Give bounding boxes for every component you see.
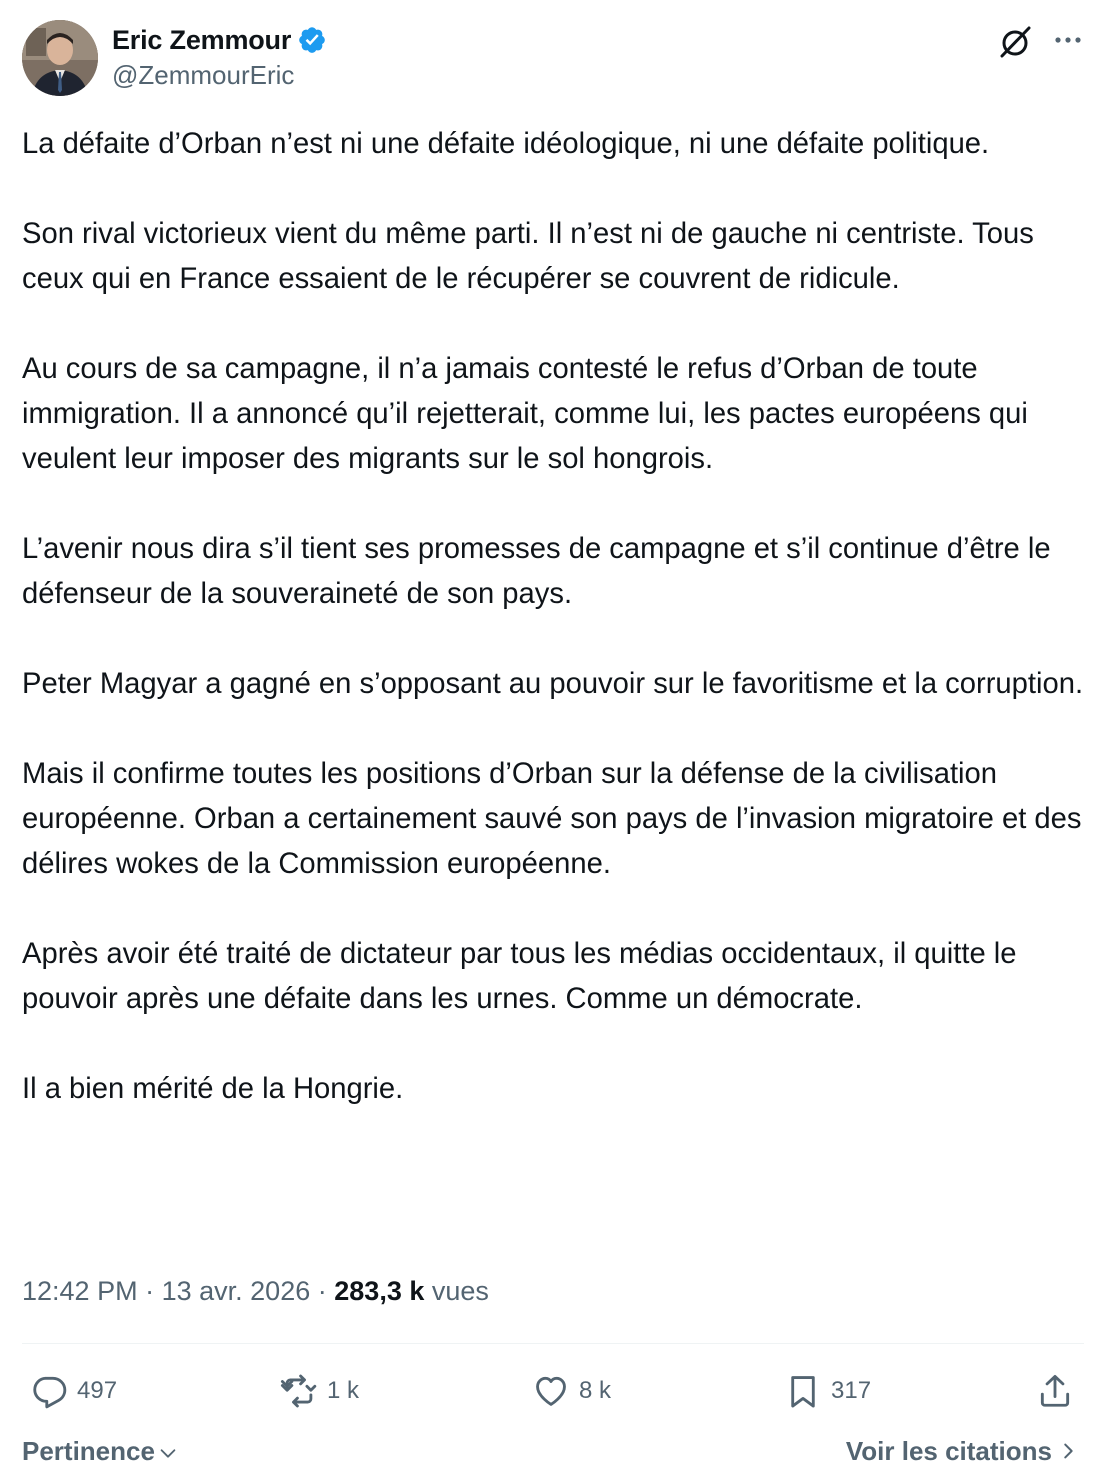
post-metadata [22, 1276, 489, 1307]
reply-icon [30, 1372, 68, 1410]
reply-button[interactable] [30, 1360, 117, 1422]
avatar[interactable] [22, 20, 98, 96]
reply-count: 497 [77, 1377, 118, 1404]
like-button[interactable] [532, 1360, 611, 1422]
post-paragraph: Son rival victorieux vient du même parti. Il n’est ni de gauche ni centriste. Tous ceux qui en France essaient de le récupérer se couvrent de ridicule. [22, 218, 1034, 295]
chevron-down-icon [157, 1442, 179, 1464]
meta-separator: · [317, 1276, 327, 1306]
sort-replies-button[interactable] [22, 1428, 179, 1474]
share-icon [1036, 1372, 1074, 1410]
action-bar [0, 1360, 1100, 1422]
grok-icon[interactable] [996, 22, 1036, 62]
post-text [22, 122, 1086, 1112]
like-count: 8 k [579, 1377, 612, 1404]
repost-count: 1 k [327, 1377, 360, 1404]
post-paragraph: Après avoir été traité de dictateur par tous les médias occidentaux, il quitte le pouvoir après une défaite dans les urnes. Comme un démocrate. [22, 938, 1017, 1015]
author-handle[interactable]: @ZemmourEric [112, 60, 295, 90]
display-name-row [112, 22, 327, 58]
post-paragraph: Peter Magyar a gagné en s’opposant au pouvoir sur le favoritisme et la corruption. [22, 668, 1084, 700]
bookmark-count: 317 [831, 1377, 872, 1404]
post-paragraph: Au cours de sa campagne, il n’a jamais contesté le refus d’Orban de toute immigration. Il a annoncé qu’il rejetterait, comme lui, les pactes européens qui veulent leur imposer des migrants sur le sol hongrois. [22, 353, 1028, 475]
author-display-name[interactable]: Eric Zemmour [112, 24, 292, 55]
bookmark-button[interactable] [784, 1360, 871, 1422]
sort-label: Pertinence [22, 1435, 155, 1466]
post-date[interactable]: 13 avr. 2026 [161, 1276, 311, 1306]
heart-icon [532, 1372, 570, 1410]
post-paragraph: Mais il confirme toutes les positions d’Orban sur la défense de la civilisation européenne. Orban a certainement sauvé son pays de l’invasion migratoire et des délires wokes de la Commission européenne. [22, 758, 1082, 880]
verified-badge-icon[interactable] [297, 25, 327, 55]
post-paragraph: La défaite d’Orban n’est ni une défaite idéologique, ni une défaite politique. [22, 128, 990, 160]
repost-icon [280, 1372, 318, 1410]
post-time[interactable]: 12:42 PM [22, 1276, 138, 1306]
bookmark-icon [784, 1372, 822, 1410]
post-paragraph: L’avenir nous dira s’il tient ses promesses de campagne et s’il continue d’être le défenseur de la souveraineté de son pays. [22, 533, 1051, 610]
views-label: vues [431, 1276, 489, 1306]
more-options-icon[interactable] [1048, 22, 1088, 62]
view-quotes-link[interactable] [846, 1428, 1078, 1474]
divider [22, 1343, 1084, 1344]
views-count: 283,3 k [334, 1276, 425, 1306]
post-header [0, 0, 1100, 110]
meta-separator: · [145, 1276, 155, 1306]
quotes-label: Voir les citations [845, 1435, 1052, 1466]
post-paragraph: Il a bien mérité de la Hongrie. [22, 1073, 404, 1105]
share-button[interactable] [1036, 1360, 1074, 1422]
author-names [112, 22, 327, 91]
avatar-image [22, 20, 98, 96]
replies-footer [0, 1428, 1100, 1474]
repost-button[interactable] [280, 1360, 359, 1422]
chevron-right-icon [1058, 1440, 1078, 1462]
